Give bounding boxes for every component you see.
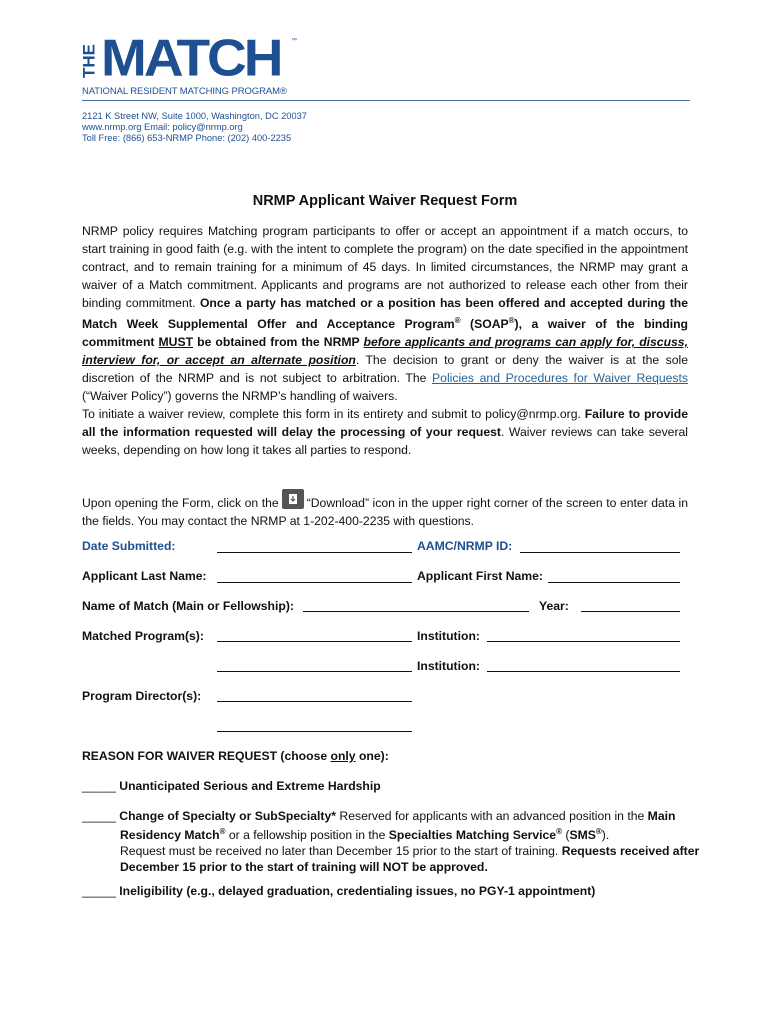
match-name-label: Name of Match (Main or Fellowship): [82,599,294,613]
matched-programs-label: Matched Program(s): [82,629,204,643]
address-line-2: www.nrmp.org Email: policy@nrmp.org [82,122,243,132]
institution-field-2[interactable] [487,671,680,672]
program-director-field-2[interactable] [217,731,412,732]
logo-the [80,36,100,86]
policy-paragraph: NRMP policy requires Matching program participants to offer or accept an appointment if a match occurs, to start training in good faith (e.g. with the intent to complete the program) on the date specified in the appointment contract, and to remain training for a minimum of 45 days. In limited circumstances, the NRMP may grant a waiver of a Match commitment. Applicants and programs are not authorized to release each other from their binding commitment. Once a party has matched or a position has been offered and accepted during the Match Week Supplemental Offer and Acceptance Program® (SOAP®), a waiver of the binding commitment MUST be obtained from the NRMP before applicants and programs can apply for, discuss, interview for, or accept an alternate position. The decision to grant or deny the waiver is at the sole discretion of the NRMP and is not subject to arbitration. The Policies and Procedures for Waiver Requests (“Waiver Policy”) governs the NRMP’s handling of waivers. [82,224,689,404]
institution-label-2: Institution: [417,659,480,673]
year-label: Year: [539,599,569,613]
submission-paragraph: To initiate a waiver review, complete this form in its entirety and submit to policy@nrmp.org. Failure to provide all the information requested will delay the processing of your request. Waiver reviews can take several weeks, depending on how long it takes all parties to respond. [82,407,688,457]
aamc-id-label: AAMC/NRMP ID: [417,539,513,553]
logo-subtitle: NATIONAL RESIDENT MATCHING PROGRAM® [82,86,287,97]
aamc-id-field[interactable] [520,552,680,553]
option-ineligibility[interactable]: _____ Ineligibility (e.g., delayed graduation, credentialing issues, no PGY-1 appointment) [82,884,596,898]
date-submitted-field[interactable] [217,552,412,553]
address-line-3: Toll Free: (866) 653-NRMP Phone: (202) 400-2235 [82,133,292,143]
year-field[interactable] [581,611,680,612]
date-submitted-label: Date Submitted: [82,539,176,553]
address-line-1: 2121 K Street NW, Suite 1000, Washington, DC 20037 [82,111,307,121]
reason-heading: REASON FOR WAIVER REQUEST (choose only one): [82,749,389,763]
program-director-field-1[interactable] [217,701,412,702]
last-name-field[interactable] [217,582,412,583]
download-icon[interactable] [282,489,304,509]
first-name-field[interactable] [548,582,680,583]
institution-field-1[interactable] [487,641,680,642]
header-divider [82,100,690,101]
page-title: NRMP Applicant Waiver Request Form [252,193,518,209]
last-name-label: Applicant Last Name: [82,569,207,583]
matched-program-field-1[interactable] [217,641,412,642]
option-change-of-specialty[interactable]: _____ Change of Specialty or SubSpecialty* Reserved for applicants with an advanced position in the Main Residency Match® or a fellowship position in the Specialties Matching Service® (SMS®). Request must be received no later than December 15 prior to the start of training. Requests received after December 15 prior to the start of training will NOT be approved. [82,809,700,875]
first-name-label: Applicant First Name: [417,569,543,583]
match-name-field[interactable] [303,611,529,612]
institution-label-1: Institution: [417,629,480,643]
program-directors-label: Program Director(s): [82,689,202,703]
waiver-policy-link[interactable]: Policies and Procedures for Waiver Requests [432,371,688,386]
matched-program-field-2[interactable] [217,671,412,672]
logo-trademark: ™ [291,38,297,44]
logo-match: MATCH [101,28,281,88]
svg-text:THE: THE [80,44,99,78]
download-instructions: Upon opening the Form, click on the “Download” icon in the upper right corner of the screen to enter data in the fields. You may contact the NRMP at 1-202-400-2235 with questions. [82,489,688,530]
option-hardship[interactable]: _____ Unanticipated Serious and Extreme Hardship [82,779,381,793]
